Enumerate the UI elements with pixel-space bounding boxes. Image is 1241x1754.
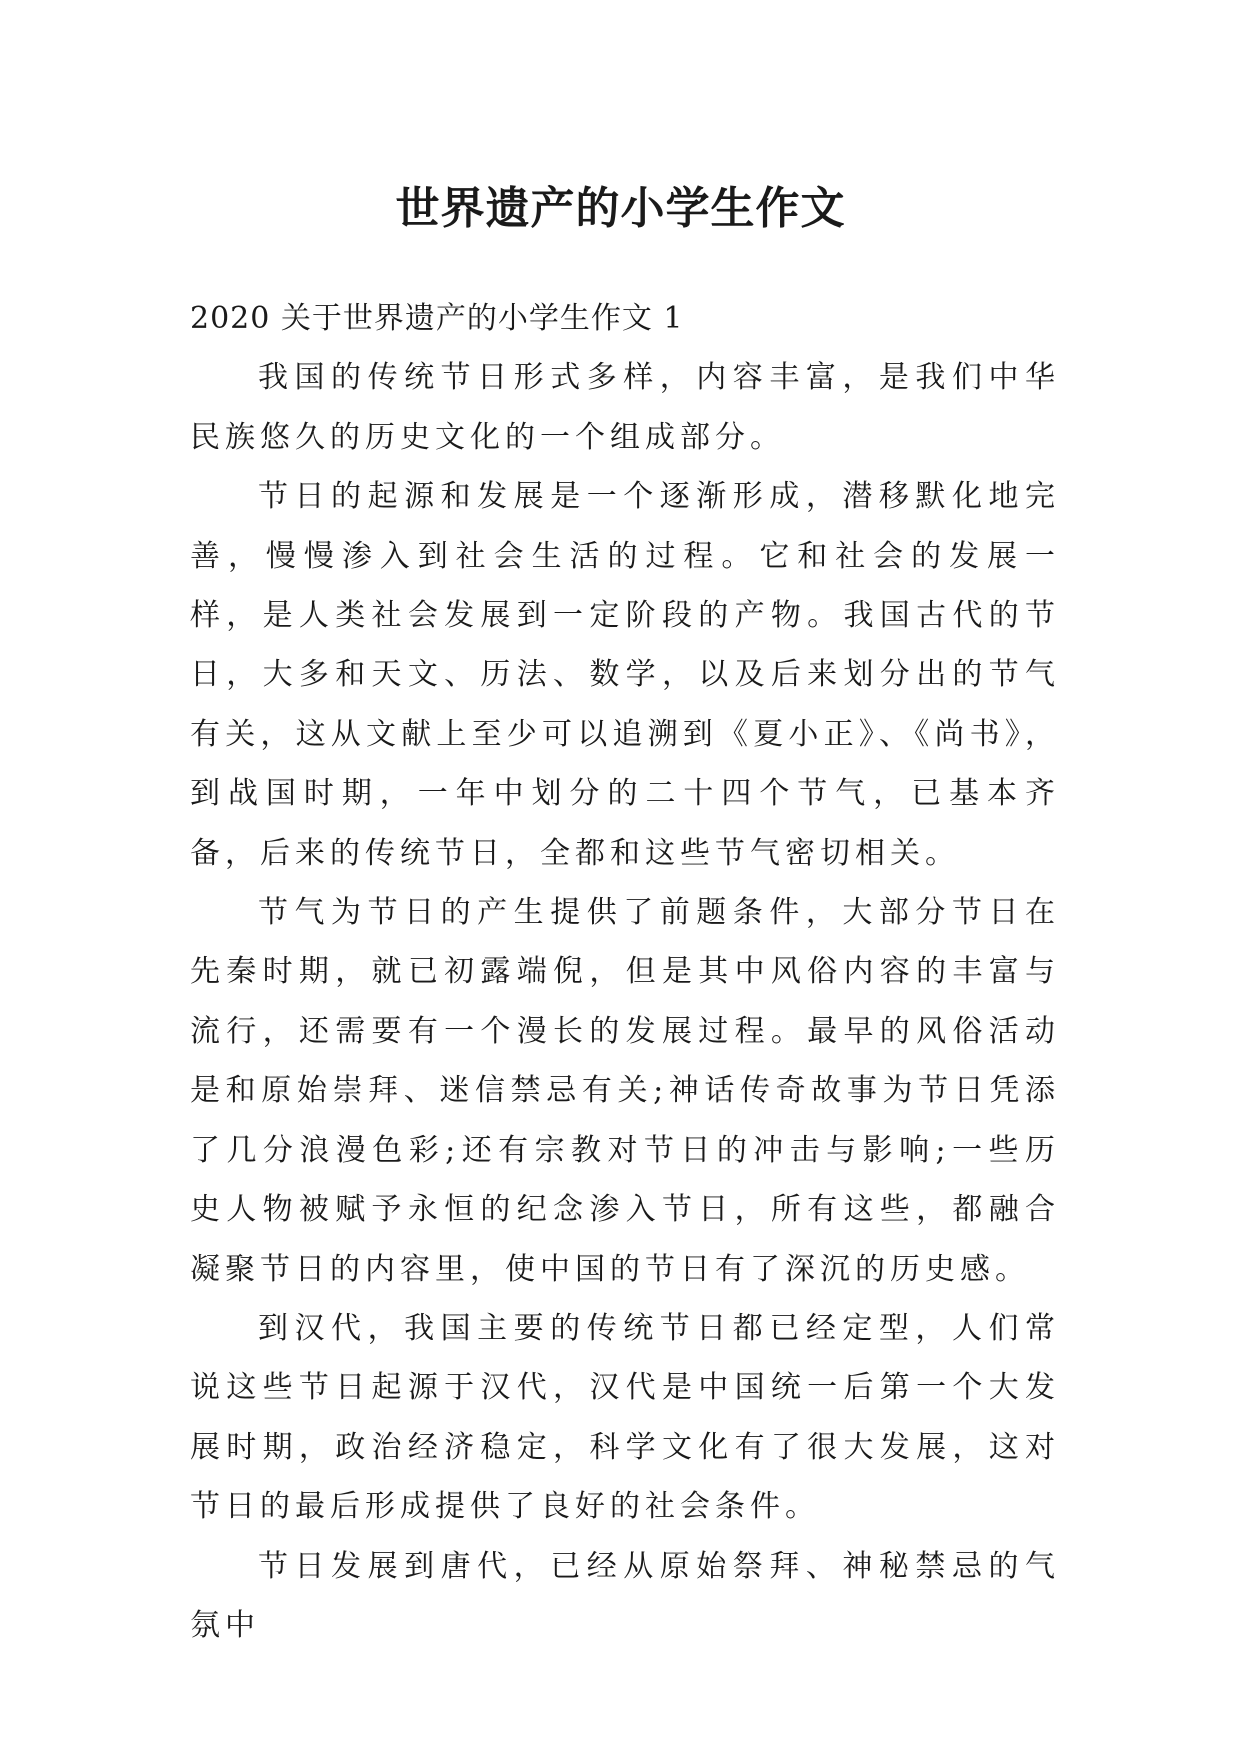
paragraph-3: 节气为节日的产生提供了前题条件，大部分节日在先秦时期，就已初露端倪，但是其中风俗内容的丰富与流行，还需要有一个漫长的发展过程。最早的风俗活动是和原始崇拜、迷信禁忌有关;神话传奇故事为节日凭添了几分浪漫色彩;还有宗教对节日的冲击与影响;一些历史人物被赋予永恒的纪念渗入节日，所有这些，都融合凝聚节日的内容里，使中国的节日有了深沉的历史感。 xyxy=(190,895,1060,1287)
paragraph-5: 节日发展到唐代，已经从原始祭拜、神秘禁忌的气氛中 xyxy=(190,1548,1060,1643)
essay-subtitle: 2020 关于世界遗产的小学生作文 1 xyxy=(190,301,684,336)
paragraph-4: 到汉代，我国主要的传统节日都已经定型，人们常说这些节日起源于汉代，汉代是中国统一后第一个大发展时期，政治经济稳定，科学文化有了很大发展，这对节日的最后形成提供了良好的社会条件。 xyxy=(190,1310,1060,1525)
paragraph-2: 节日的起源和发展是一个逐渐形成，潜移默化地完善，慢慢渗入到社会生活的过程。它和社会的发展一样，是人类社会发展到一定阶段的产物。我国古代的节日，大多和天文、历法、数学，以及后来划分出的节气有关，这从文献上至少可以追溯到《夏小正》、《尚书》，到战国时期，一年中划分的二十四个节气，已基本齐备，后来的传统节日，全都和这些节气密切相关。 xyxy=(190,479,1060,871)
page-title: 世界遗产的小学生作文 xyxy=(395,183,846,235)
paragraph-1: 我国的传统节日形式多样，内容丰富，是我们中华民族悠久的历史文化的一个组成部分。 xyxy=(190,360,1060,455)
document-body xyxy=(190,289,1060,1655)
